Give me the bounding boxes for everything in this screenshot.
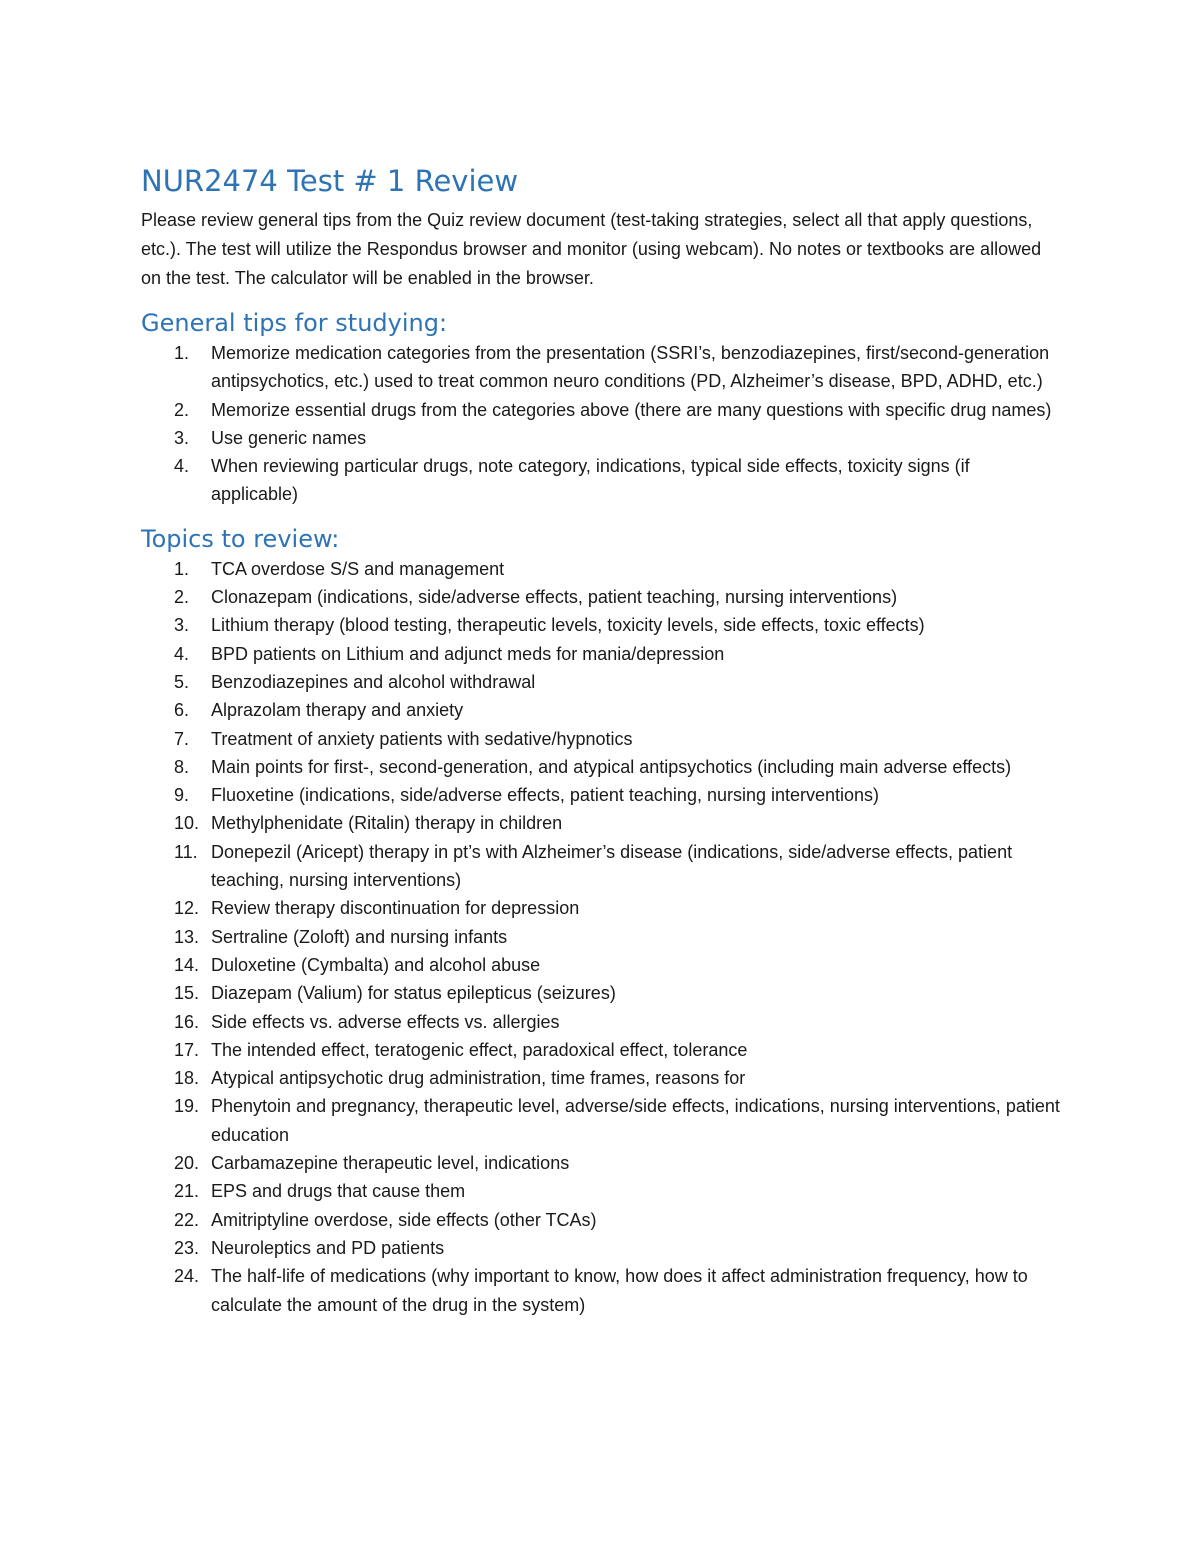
list-item [141,979,1061,1007]
list-number: 19. [174,1096,200,1117]
list-number: 24. [174,1266,200,1287]
list-item [141,753,1061,781]
list-item-text: Alprazolam therapy and anxiety [211,700,464,721]
list-item-text: When reviewing particular drugs, note category, indications, typical side effects, toxicity signs (if applicable) [211,456,970,505]
general-tips-list [141,339,1061,509]
list-item [141,583,1061,611]
list-item [141,424,1061,452]
list-number: 10. [174,813,200,834]
list-number: 21. [174,1181,200,1202]
list-item [141,951,1061,979]
list-item-text: Phenytoin and pregnancy, therapeutic level, adverse/side effects, indications, nursing interventions, patient education [211,1096,1060,1145]
list-item [141,1262,1061,1319]
list-item-text: The intended effect, teratogenic effect, paradoxical effect, tolerance [211,1039,748,1060]
list-item [141,339,1061,396]
list-item-text: Methylphenidate (Ritalin) therapy in children [211,813,563,834]
list-number: 9. [174,785,190,806]
list-item [141,838,1061,895]
list-number: 6. [174,700,190,721]
list-item-text: Memorize essential drugs from the categories above (there are many questions with specific drug names) [211,399,1052,420]
list-item-text: The half-life of medications (why important to know, how does it affect administration frequency, how to calculate the amount of the drug in the system) [211,1266,1028,1315]
list-number: 2. [174,399,190,420]
list-item [141,894,1061,922]
list-item-text: Lithium therapy (blood testing, therapeutic levels, toxicity levels, side effects, toxic effects) [211,615,925,636]
list-item [141,1008,1061,1036]
list-item-text: EPS and drugs that cause them [211,1181,466,1202]
document-title: NUR2474 Test # 1 Review [141,164,519,198]
list-number: 18. [174,1068,200,1089]
list-item-text: Sertraline (Zoloft) and nursing infants [211,926,508,947]
list-item-text: Review therapy discontinuation for depression [211,898,580,919]
list-item-text: Clonazepam (indications, side/adverse effects, patient teaching, nursing interventions) [211,587,898,608]
list-item [141,1092,1061,1149]
intro-paragraph: Please review general tips from the Quiz review document (test-taking strategies, select all that apply questions, etc.). The test will utilize the Respondus browser and monitor (using webcam). No notes or textbooks are allowed on the test. The calculator will be enabled in the browser. [141,210,1042,288]
list-item [141,725,1061,753]
list-item [141,1036,1061,1064]
list-item [141,781,1061,809]
list-item-text: Atypical antipsychotic drug administration, time frames, reasons for [211,1068,746,1089]
list-item-text: Duloxetine (Cymbalta) and alcohol abuse [211,954,541,975]
general-tips-heading: General tips for studying: [141,309,448,337]
list-number: 23. [174,1237,200,1258]
list-number: 8. [174,756,190,777]
list-item [141,555,1061,583]
topics-list [141,555,1061,1319]
list-number: 20. [174,1153,200,1174]
list-item-text: TCA overdose S/S and management [211,558,505,579]
list-item-text: Memorize medication categories from the presentation (SSRI’s, benzodiazepines, first/second-generation antipsychotics, etc.) used to treat common neuro conditions (PD, Alzheimer’s disease, BPD, ADHD, etc.) [211,343,1050,392]
list-number: 17. [174,1039,200,1060]
list-number: 5. [174,671,190,692]
list-number: 13. [174,926,200,947]
list-item [141,1064,1061,1092]
list-item [141,396,1061,424]
list-item [141,1149,1061,1177]
list-number: 2. [174,587,190,608]
list-item [141,809,1061,837]
list-number: 22. [174,1209,200,1230]
list-item-text: BPD patients on Lithium and adjunct meds for mania/depression [211,643,725,664]
list-number: 15. [174,983,200,1004]
list-item [141,611,1061,639]
document-page [141,162,1061,1319]
list-number: 12. [174,898,200,919]
topics-heading: Topics to review: [141,524,340,553]
list-number: 7. [174,728,190,749]
list-item [141,923,1061,951]
list-number: 16. [174,1011,200,1032]
list-number: 1. [174,558,190,579]
list-item [141,696,1061,724]
list-item [141,640,1061,668]
list-item-text: Donepezil (Aricept) therapy in pt’s with Alzheimer’s disease (indications, side/adverse effects, patient teaching, nursing interventions) [211,841,1013,891]
list-item [141,1206,1061,1234]
list-item-text: Diazepam (Valium) for status epilepticus (seizures) [211,983,616,1004]
list-number: 14. [174,954,200,975]
list-item-text: Amitriptyline overdose, side effects (other TCAs) [211,1209,597,1230]
list-item [141,452,1061,509]
list-number: 3. [174,615,190,636]
list-item [141,1234,1061,1262]
list-item-text: Use generic names [211,427,367,448]
list-number: 11. [174,841,198,862]
list-item-text: Benzodiazepines and alcohol withdrawal [211,671,536,692]
list-number: 4. [174,643,190,664]
list-number: 1. [174,343,190,363]
list-item [141,1177,1061,1205]
list-item-text: Treatment of anxiety patients with sedative/hypnotics [211,728,633,749]
list-item [141,668,1061,696]
list-number: 3. [174,427,190,448]
list-item-text: Side effects vs. adverse effects vs. allergies [211,1011,560,1032]
list-item-text: Main points for first-, second-generation, and atypical antipsychotics (including main adverse effects) [211,756,1012,777]
list-item-text: Neuroleptics and PD patients [211,1237,445,1258]
list-item-text: Carbamazepine therapeutic level, indications [211,1153,570,1174]
list-number: 4. [174,456,190,477]
list-item-text: Fluoxetine (indications, side/adverse effects, patient teaching, nursing interventions) [211,785,880,806]
